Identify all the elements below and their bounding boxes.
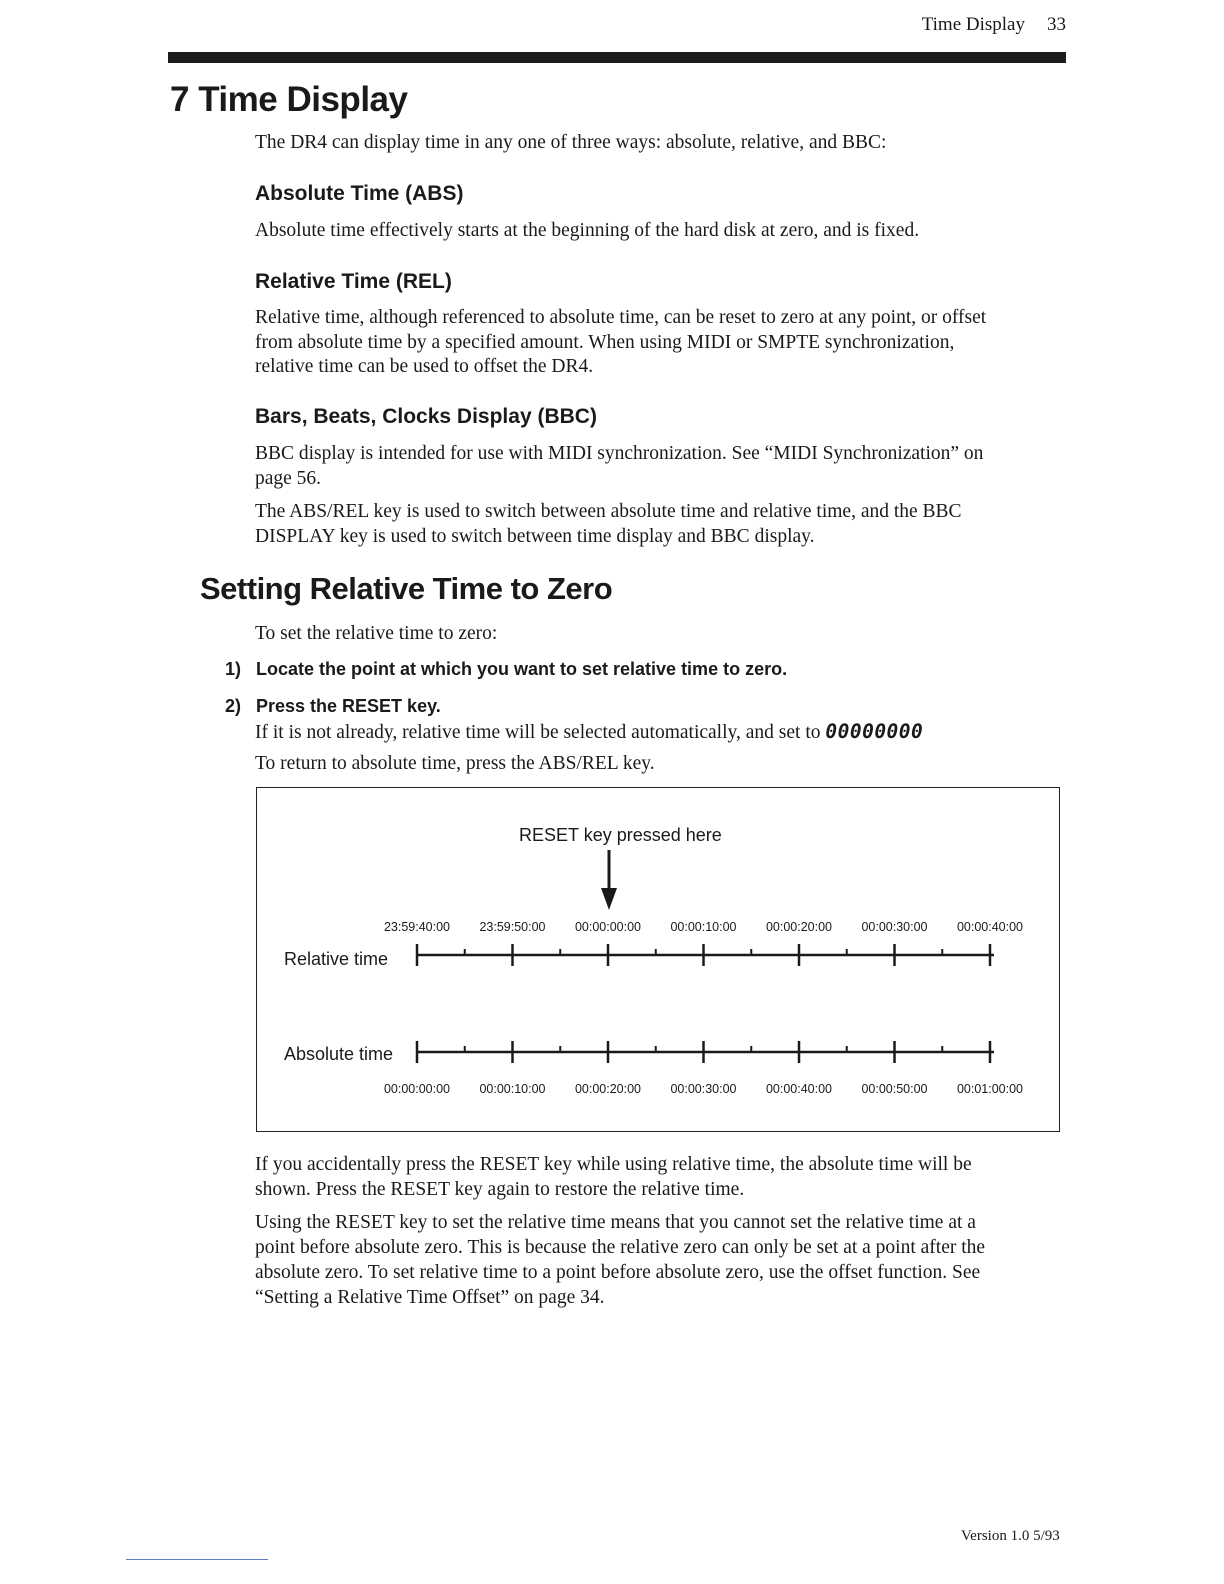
absolute-time-tick-label: 00:00:30:00: [670, 1082, 737, 1096]
timeline-diagram: [257, 788, 1061, 1133]
step-2-number: 2): [225, 696, 242, 716]
rel-line-3: relative time can be used to offset the DR4.: [255, 356, 594, 377]
relative-time-axis: [384, 920, 1023, 966]
absolute-time-tick-label: 00:00:40:00: [765, 1082, 833, 1096]
rel-line-2: from absolute time by a specified amount. When using MIDI or SMPTE synchronization,: [255, 332, 955, 353]
intro-text: The DR4 can display time in any one of three ways: absolute, relative, and BBC:: [255, 132, 887, 153]
relative-time-tick-label: 00:00:10:00: [670, 920, 737, 934]
footer-rule: [126, 1559, 268, 1560]
abs-text: Absolute time effectively starts at the beginning of the hard disk at zero, and is fixed.: [255, 220, 920, 241]
relative-time-tick-label: 23:59:50:00: [479, 920, 546, 934]
page-number: 33: [1047, 14, 1066, 35]
relative-time-label: Relative time: [284, 949, 389, 969]
step-1-number: 1): [225, 659, 242, 679]
abs-heading: Absolute Time (ABS): [255, 182, 464, 205]
reset-arrow-label: RESET key pressed here: [519, 825, 722, 845]
absolute-time-tick-label: 00:00:20:00: [574, 1082, 642, 1096]
relative-time-tick-label: 23:59:40:00: [383, 920, 451, 934]
after-p2-line-3: absolute zero. To set relative time to a point before absolute zero, use the offset function. See: [255, 1262, 981, 1283]
absolute-time-axis: [384, 1041, 1023, 1096]
relative-time-tick-label: 00:00:20:00: [765, 920, 833, 934]
step-1-text: Locate the point at which you want to set relative time to zero.: [256, 659, 788, 679]
bbc-heading: Bars, Beats, Clocks Display (BBC): [255, 405, 597, 428]
step-2-detail: [255, 719, 1067, 745]
running-header-section: Time Display: [921, 14, 1025, 35]
timeline-figure: [256, 787, 1060, 1132]
after-p2-line-1: Using the RESET key to set the relative time means that you cannot set the relative time at a: [255, 1212, 976, 1233]
rel-heading: Relative Time (REL): [255, 270, 452, 293]
return-text: To return to absolute time, press the ABS/REL key.: [255, 753, 655, 774]
absolute-time-tick-label: 00:00:50:00: [861, 1082, 928, 1096]
rel-line-1: Relative time, although referenced to absolute time, can be reset to zero at any point, or offset: [255, 307, 987, 328]
relative-time-tick-label: 00:00:40:00: [956, 920, 1024, 934]
after-p1-line-1: If you accidentally press the RESET key while using relative time, the absolute time will be: [255, 1154, 972, 1175]
absolute-time-tick-label: 00:01:00:00: [956, 1082, 1024, 1096]
absolute-time-tick-label: 00:00:10:00: [479, 1082, 546, 1096]
running-header: [922, 14, 1066, 36]
step-2-text: Press the RESET key.: [256, 696, 441, 716]
setting-heading: Setting Relative Time to Zero: [200, 571, 613, 606]
after-p2-line-2: point before absolute zero. This is because the relative zero can only be set at a point after the: [255, 1237, 986, 1258]
after-p1-line-2: shown. Press the RESET key again to restore the relative time.: [255, 1179, 745, 1200]
lcd-value: 00000000: [825, 720, 924, 743]
absolute-time-label: Absolute time: [284, 1044, 394, 1064]
setting-intro: To set the relative time to zero:: [255, 623, 498, 644]
bbc-p1-line-2: page 56.: [255, 468, 322, 489]
absolute-time-tick-label: 00:00:00:00: [383, 1082, 451, 1096]
step-2-detail-text: If it is not already, relative time will be selected automatically, and set to: [255, 722, 821, 743]
page-title: 7 Time Display: [170, 80, 408, 119]
bbc-p2-line-2: DISPLAY key is used to switch between time display and BBC display.: [255, 526, 815, 547]
relative-time-tick-label: 00:00:00:00: [574, 920, 642, 934]
version-footer: Version 1.0 5/93: [961, 1528, 1060, 1544]
relative-time-tick-label: 00:00:30:00: [861, 920, 928, 934]
header-rule: [168, 52, 1066, 63]
bbc-p2-line-1: The ABS/REL key is used to switch between absolute time and relative time, and the BBC: [255, 501, 962, 522]
after-p2-line-4: “Setting a Relative Time Offset” on page 34.: [255, 1287, 605, 1308]
bbc-p1-line-1: BBC display is intended for use with MIDI synchronization. See “MIDI Synchronization” on: [255, 443, 984, 464]
reset-arrow-icon: [601, 850, 617, 910]
